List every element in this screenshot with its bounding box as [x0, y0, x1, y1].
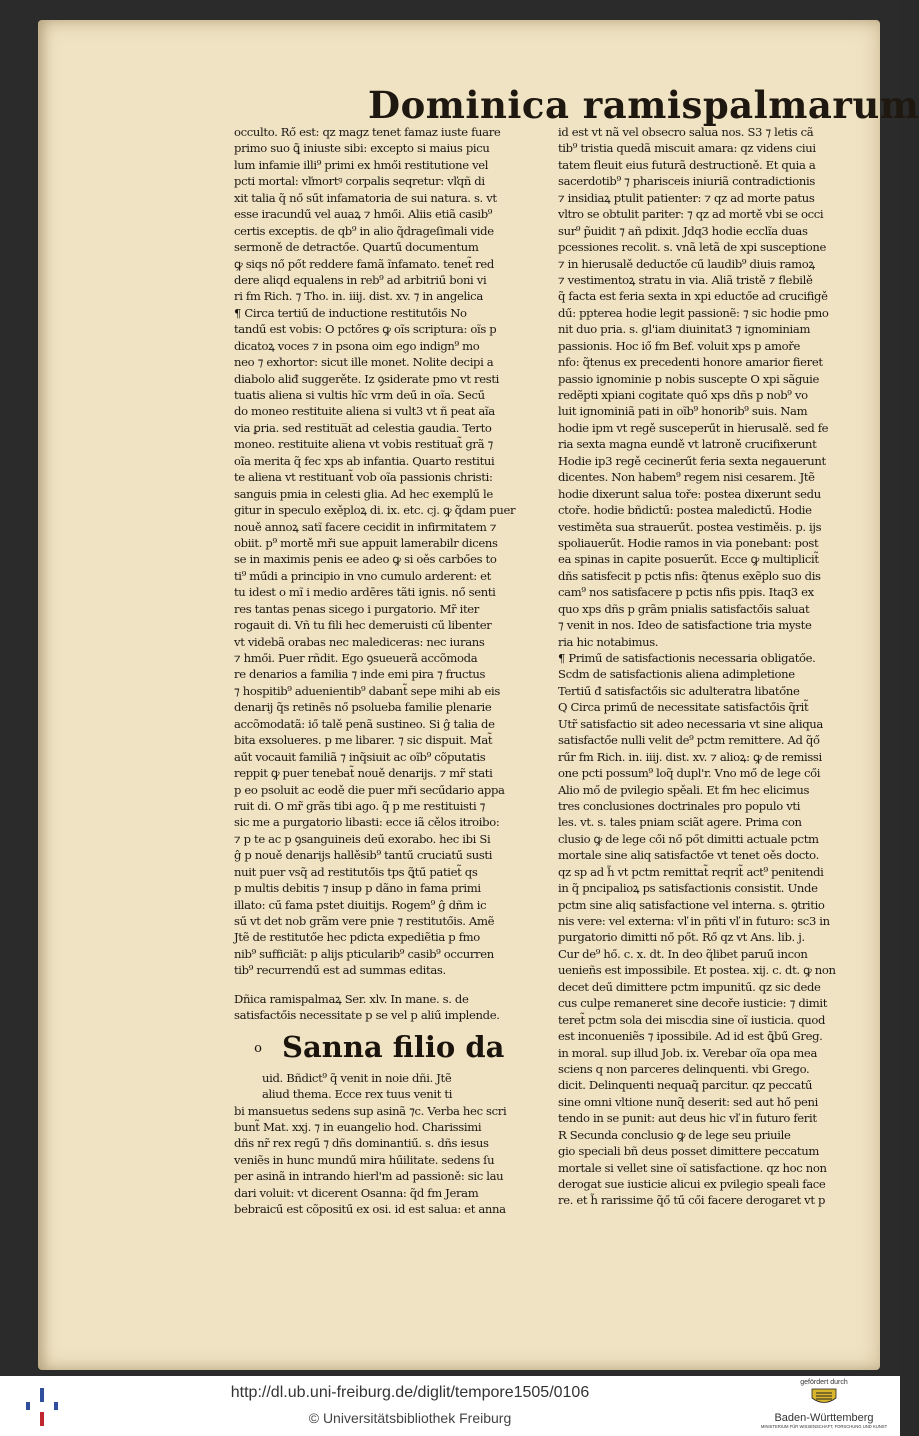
text-line: id est vt nã vel obsecro salua nos. S3 ⁊ letis cã	[558, 125, 814, 139]
text-line: sanguis pmia in celesti glia. Ad hec exemplű le	[234, 486, 493, 501]
text-line: moneo. restituite aliena vt vobis restituat̃ grã ⁊	[234, 437, 493, 452]
text-line: oĩa merita q̃ fec xps ab infantia. Quarto restitui	[234, 453, 495, 468]
text-line: Q Circa primű de necessitate satisfactőis q̃rit̃	[558, 700, 809, 715]
text-line: neo ⁊ exhortor: sicut ille monet. Nolite decipi a	[234, 355, 494, 370]
state-coat-of-arms-icon	[804, 1387, 844, 1407]
sermon-text-line: bi mansuetus sedens sup asinã ⁊c. Verba hec scri	[234, 1103, 507, 1118]
text-line: ria sexta magna eundě vt latroně crucifixerunt	[558, 437, 817, 452]
text-line: re. et h̃ rarissime q̃ő tű cői facere derogaret vt p	[558, 1193, 826, 1208]
text-line: ꝙ siqs nő pőt reddere famã ĩnfamato. tenet̃ red	[234, 256, 494, 271]
text-line: Cur de⁹ hő. c. x. dt. In deo q̃libet paruű incon	[558, 946, 808, 961]
text-line: se in maximis penis ee adeo ꝙ si oěs carbőes to	[234, 552, 497, 567]
text-line: denarij q̃s retinēs nő psolueba familie plenarie	[234, 700, 492, 715]
text-line: ¶ Circa tertiű de inductione restitutőis No	[234, 305, 467, 320]
text-line: Hodie ip3 regě cecinerűt feria sexta negauerunt	[558, 453, 826, 468]
text-line: spoliauerűt. Hodie ramos in via ponebant: post	[558, 535, 819, 550]
text-line: one pcti possum⁹ loq̃ dupl'r. Vno mő de lege cői	[558, 766, 821, 781]
text-line: p eo psoluit ac eodě die puer mři secűdario appa	[234, 782, 505, 797]
text-line: q̃ facta est feria sexta in xpi eductőe ad crucifigě	[558, 289, 828, 304]
text-line: ⁊ in hierusalě deductőe cű laudib⁹ diuis ramoꝝ	[558, 256, 815, 271]
text-line: bita exsolueres. p me libarer. ⁊ sic dispuit. Mat̃	[234, 733, 493, 748]
text-line: hodie ipm vt regě susceperűt in hierusalě. sed fe	[558, 420, 829, 435]
text-line: nib⁹ sufficiãt: p alijs pticularib⁹ casib⁹ occurren	[234, 946, 494, 961]
sermon-heading-text: Sanna filio da	[282, 1029, 505, 1064]
right-column-text-b	[558, 650, 848, 1209]
text-line: pctm sine aliq satisfactione vel interna. s. ꝯtritio	[558, 897, 825, 912]
text-line: ⁊ hospitib⁹ aduenientib⁹ dabant̃ sepe mihi ab eis	[234, 683, 500, 698]
sermon-text-line: bebraicű est cõpositű ex osi. id est salua: et anna	[234, 1202, 506, 1217]
text-line: nouě annoꝝ satĩ facere cecidit in infirmitatem ⁊	[234, 519, 497, 534]
text-line: vltro se obtulit pariter: ⁊ qz ad mortě vbi se occi	[558, 207, 824, 222]
left-column-text	[234, 124, 524, 979]
text-line: dű: ppterea hodie legit passionẽ: ⁊ sic hodie pmo	[558, 305, 829, 320]
sponsor-ministry: MINISTERIUM FÜR WISSENSCHAFT, FORSCHUNG UND KUNST	[760, 1424, 888, 1429]
text-line: gitur in speculo exěploꝝ di. ix. etc. cj. ꝙ q̃dam puer	[234, 503, 516, 518]
text-line: xit talia q̃ nő sűt infamatoria de sui natura. s. vt	[234, 190, 497, 205]
text-line: pcti mortal: vľmortꝰ corpalis seqretur: vľqñ di	[234, 174, 485, 189]
text-line: accõmodatã: iő talě penã sustineo. Si ĝ talia de	[234, 716, 495, 731]
sermon-heading	[234, 1024, 524, 1070]
text-line: tatem fleuit eius futurã destructioně. Et quia a	[558, 157, 816, 172]
text-line: vestiměta sua strauerűt. postea vestiměis. p. ijs	[558, 519, 822, 534]
text-line: ri fm Rich. ⁊ Tho. in. iiij. dist. xv. ⁊ in angelica	[234, 289, 483, 304]
text-line: ctoře. hodie bñdictű: postea maledictű. Hodie	[558, 503, 812, 518]
text-line: rűr fm Rich. in. iiij. dist. xv. ⁊ alioꝝ: ꝙ de remissi	[558, 749, 822, 764]
text-line: illato: cű fama pstet diuitijs. Rogem⁹ ĝ dñm ic	[234, 897, 487, 912]
sermon-text-line: bunt̃ Mat. xxj. ⁊ in euangelio hod. Charissimi	[234, 1119, 482, 1134]
text-line: certis exceptis. de qb⁹ in alio q̃drageſimali vide	[234, 223, 494, 238]
text-line: qz sp ad h̃ vt pctm remittat̃ reqrit̃ act⁹ penitendi	[558, 864, 824, 879]
text-line: dicatoꝝ voces ⁊ in psona oim ego indign⁹ mo	[234, 338, 480, 353]
sermon-text-line: veniẽs in hunc mundű mira hűilitate. sedens ſu	[234, 1152, 495, 1167]
right-column-text	[558, 124, 848, 650]
text-line: Alio mő de pvilegio spěali. Et fm hec elicimus	[558, 782, 810, 797]
text-line: quo xps dñs p grãm pnialis satisfactőis saluat	[558, 601, 810, 616]
text-line: tib⁹ recurrendű est ad summas editas.	[234, 963, 446, 978]
text-line: Jtẽ de restitutőe hec pdicta expediẽtia p fmo	[234, 930, 480, 945]
text-line: ⁊ vestimentoꝝ stratu in via. Aliã tristě ⁊ flebilě	[558, 272, 813, 287]
text-line: mortale si vellet sine oĩ satisfactione. qz hoc non	[558, 1160, 827, 1175]
text-line: Tertiű đ satisfactőis sic adulteratra libatőne	[558, 683, 800, 698]
text-line: tendo in se punit: aut deus hic vľ in futuro ferit	[558, 1111, 817, 1126]
text-line: tib⁹ tristia quedã miscuit amara: qz videns ciui	[558, 141, 816, 156]
text-line: mortale sine aliq satisfactőe vt tenet oěs docto.	[558, 848, 819, 863]
sermon-text-line: aliud thema. Ecce rex tuus venit ti	[262, 1087, 453, 1102]
text-line: te aliena vt restituant̃ vob oĩa passionis christi:	[234, 470, 493, 485]
text-line: ⁊ hmői. Puer rñdit. Ego ꝯsueuerã accõmoda	[234, 651, 478, 665]
text-line: lum infamie illi⁹ primi ex hmői restitutione vel	[234, 157, 489, 172]
text-line: passionis. Hoc iő fm Bef. voluit xps p amoře	[558, 338, 801, 353]
text-line: gio speciali bñ deus posset dimittere peccatum	[558, 1144, 820, 1159]
text-line: nit duo pria. s. gl'iam diuinitat3 ⁊ ignominiam	[558, 322, 811, 337]
text-line: sermoně de detractőe. Quartű documentum	[234, 240, 479, 255]
text-line: cus culpe remaneret sine decoře iusticie: ⁊ dimit	[558, 996, 828, 1011]
text-line: ea spinas in capite posuerűt. Ecce ꝙ multiplicit̃	[558, 552, 819, 567]
text-line: tuatis aliena si vultis hĩc vrm deű in oĩa. Secű	[234, 388, 485, 402]
text-line: passio ignominie p nobis suscepte O xpi sãguie	[558, 371, 820, 386]
text-line: aűt vocauit familiã ⁊ inq̃siuit ac oĩb⁹ cõputatis	[234, 749, 486, 764]
text-line: res tantas penas sicego i purgatorio. Mr̃ iter	[234, 601, 479, 616]
text-line: redẽpti xpiani cogitate quő xps dñs p nob⁹ vo	[558, 388, 808, 402]
text-line: est inconueniẽs ⁊ ipossibile. Ad id est ꝗ̃bű Greg.	[558, 1029, 823, 1044]
text-line: tandű est vobis: O pctőres ꝙ oĩs scriptura: oĩs p	[234, 322, 497, 337]
text-line: nuit puer vsq̃ ad restitutőis tps ꝗ̃tű patiet̃ qs	[234, 864, 478, 879]
text-line: satisfactőe nulli velit de⁹ pctm remittere. Ad q̃ő	[558, 733, 820, 748]
page-url-link[interactable]: http://dl.ub.uni-freiburg.de/diglit/tempore1505/0106	[230, 1384, 590, 1401]
text-line: les. vt. s. tales pniam sciãt agere. Prima con	[558, 815, 802, 830]
logo-bar-right	[54, 1402, 58, 1410]
text-line: reppit ꝙ puer tenebat̃ nouě denarijs. ⁊ mr̃ stati	[234, 766, 493, 781]
text-line: Utr̃ satisfactio sit adeo necessaria vt sine aliqua	[558, 716, 823, 731]
text-line: uenieñs est impossibile. Et postea. xij. c. dt. ꝙ non	[558, 963, 836, 978]
text-line: vt videbã orabas nec malediceras: nec iurans	[234, 634, 485, 649]
text-line: p multis debitis ⁊ insup p dãno in fama primi	[234, 881, 481, 896]
text-line: do moneo restituite aliena si vult3 vt ñ peat aĩa	[234, 404, 495, 419]
sermon-text-line: dñs nr̃ rex regű ⁊ dñs dominantiű. s. dñs iesus	[234, 1136, 489, 1151]
copyright-text: © Universitätsbibliothek Freiburg	[308, 1410, 512, 1426]
text-line: sacerdotib⁹ ⁊ pharisceis iniuriã contradictionis	[558, 174, 815, 189]
text-line: ria hic notabimus.	[558, 634, 659, 649]
drop-initial: o	[254, 1040, 262, 1056]
text-line: occulto. Rő est: qz magz tenet famaz iuste fuare	[234, 125, 501, 139]
text-line: ⁊ venit in nos. Ideo de satisfactione tria myste	[558, 618, 812, 633]
text-line: nis vere: vel externa: vľ in pñti vľ in futuro: sc3 in	[558, 914, 830, 928]
sermon-text-line: uid. Bñdict⁹ q̃ venit in noie dñi. Jtẽ	[262, 1070, 452, 1085]
text-line: dñs satisfecit p pctis nfis: q̃tenus exẽplo suo dis	[558, 568, 821, 583]
sermon-intro-line: satisfactőis necessitate p se vel p aliű implende.	[234, 1008, 500, 1023]
text-line: sciens q non parceres delinquenti. vbi Grego.	[558, 1061, 810, 1076]
sponsor-block	[760, 1378, 888, 1434]
text-line: dicit. Delinquenti nequaq̃ parcitur. qz peccatű	[558, 1078, 813, 1093]
sermon-text	[234, 1070, 524, 1218]
text-line: diabolo aliđ suggerěte. Iz ꝯsiderate pmo vt resti	[234, 371, 499, 386]
text-line: nfo: q̃tenus ex precedenti honore amarior fieret	[558, 355, 823, 370]
text-line: ĝ p nouě denarijs hallěsib⁹ tantű cruciatű susti	[234, 848, 493, 863]
sermon-text-line: per asinã in intrando hierl'm ad passioně: sic lau	[234, 1169, 504, 1184]
text-line: cam⁹ nos satisfacere p pctis nfis ppis. Itaq3 ex	[558, 585, 814, 600]
text-line: tu idest o mĩ i medio ardēres tãti ignis. nő senti	[234, 585, 496, 600]
text-line: Scdm de satisfactionis aliena adimpletione	[558, 667, 795, 682]
text-line: luit ignominiã pati in oĩb⁹ honorib⁹ suis. Nam	[558, 404, 808, 419]
right-column	[558, 124, 848, 1209]
text-line: ¶ Primű de satisfactionis necessaria obligatőe.	[558, 651, 816, 665]
text-line: derogat sue iusticie alicui ex pvilegio speali face	[558, 1177, 826, 1191]
logo-bar-left	[26, 1402, 30, 1410]
text-line: teret̃ pctm sola dei miscdia sine oĩ iusticia. quod	[558, 1012, 826, 1027]
text-line: obiit. p⁹ mortě mři sue appuit lamerabilr dicens	[234, 535, 498, 550]
text-line: rogauit di. Vñ tu fili hec demeruisti cű libenter	[234, 618, 492, 633]
text-line: esse iracundű vel auaꝝ ⁊ hmői. Aliis etiã casib⁹	[234, 207, 493, 222]
sponsor-name: Baden-Württemberg	[774, 1412, 874, 1424]
left-column	[234, 124, 524, 1218]
sponsor-label: gefördert durch	[800, 1379, 848, 1386]
text-line: clusio ꝙ de lege cői nő pőt dimitti actuale pctm	[558, 831, 819, 846]
page-header: Dominica ramispalmarum	[368, 83, 919, 127]
text-line: pcessiones recolit. s. vnã letã de xpi susceptione	[558, 240, 827, 255]
text-line: via ꝑria. sed restitua̅t ad celestia gaudia. Terto	[234, 420, 492, 435]
text-line: in q̃ pncipalioꝝ ps satisfactionis consistit. Unde	[558, 881, 818, 896]
text-line: dere aliqd equalens in reb⁹ ad arbitriű boni vi	[234, 272, 487, 287]
viewer-footer	[0, 1376, 900, 1436]
text-line: ⁊ insidiaꝝ ptulit patienter: ⁊ qz ad morte patus	[558, 190, 815, 205]
text-line: R Secunda conclusio ꝙ de lege seu priuile	[558, 1127, 791, 1142]
text-line: ⁊ p te ac p ꝯsanguineis deű exorabo. hec ibi Si	[234, 831, 491, 846]
section-gap	[234, 979, 524, 991]
text-line: purgatorio dimitti nő pőt. Rő qz vt Ans. lib. j.	[558, 930, 805, 945]
text-line: ti⁹ műdi a principio in vno cumulo arderent: et	[234, 568, 491, 583]
sermon-text-line: dari voluit: vt dicerent Osanna: q̃d fm Jeram	[234, 1185, 479, 1200]
text-line: ruit di. O mr̃ grãs tibi ago. q̃ p me restituisti ⁊	[234, 798, 486, 813]
text-line: decet deű dimittere pctm impunitű. qz sic dede	[558, 979, 821, 994]
text-line: primo suo ꝗ̃ iniuste sibi: excepto si maius picu	[234, 141, 490, 156]
sermon-intro-line: Dñica ramispalmaꝝ Ser. xlv. In mane. s. de	[234, 991, 469, 1006]
text-line: sic me a purgatorio libasti: ecce iã cělos itroibo:	[234, 815, 500, 830]
text-line: tres conclusiones doctrinales pro populo vti	[558, 798, 801, 813]
text-line: in moral. sup illud Job. ix. Verebar oĩa opa mea	[558, 1045, 818, 1060]
text-line: hodie dixerunt salua toře: postea dixerunt sedu	[558, 486, 821, 501]
text-line: re denarios a familia ⁊ inde emi pira ⁊ fructus	[234, 667, 486, 682]
text-line: dicentes. Non habem⁹ regem nisi cesarem. Jtẽ	[558, 470, 815, 485]
text-line: sine omni vltione nunq̃ deserit: sed aut hő peni	[558, 1094, 819, 1109]
text-line: sű vt det nob grãm vere pnie ⁊ restitutőis. Amẽ	[234, 914, 495, 928]
text-line: sur⁹ p̃uidit ⁊ añ pdixit. Jdq3 hodie ecclĩa duas	[558, 223, 808, 238]
